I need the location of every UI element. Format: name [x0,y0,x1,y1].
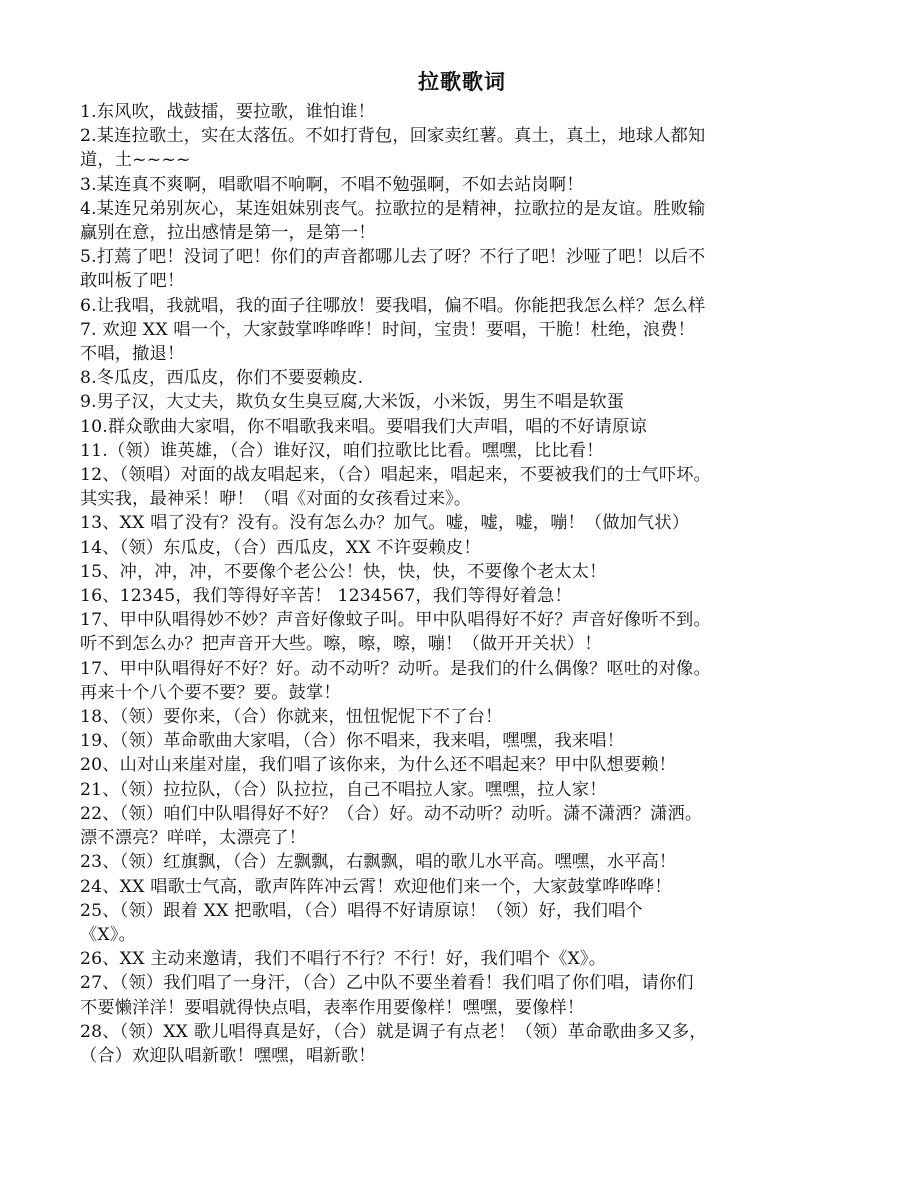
lyric-line: 其实我，最神采！咿！（唱《对面的女孩看过来》。 [80,489,472,510]
lyric-line: 5.打蔫了吧！没词了吧！你们的声音都哪儿去了呀？不行了吧！沙哑了吧！以后不 [80,247,706,268]
lyric-line: 6.让我唱，我就唱，我的面子往哪放！要我唱，偏不唱。你能把我怎么样？怎么样 [80,295,706,316]
lyric-line: 27、（领）我们唱了一身汗，（合）乙中队不要坐着看！我们唱了你们唱，请你们 [80,973,694,994]
lyric-line: 17、甲中队唱得妙不妙？声音好像蚊子叫。甲中队唱得好不好？声音好像听不到。 [80,610,711,631]
lyric-line: 25、（领）跟着 XX 把歌唱，（合）唱得不好请原谅！（领）好，我们唱个 [80,900,643,921]
lyric-line: （合）欢迎队唱新歌！嘿嘿，唱新歌！ [80,1045,376,1066]
lyric-line: 10.群众歌曲大家唱，你不唱歌我来唱。要唱我们大声唱，唱的不好请原谅 [80,416,647,437]
lyric-line: 1.东风吹，战鼓擂，要拉歌，谁怕谁！ [80,102,376,122]
lyric-line: 2.某连拉歌土，实在太落伍。不如打背包，回家卖红薯。真土，真土，地球人都知 [80,126,706,147]
document-title: 拉歌歌词 [418,69,506,94]
lyric-line: 敢叫板了吧！ [80,271,185,292]
lyric-line: 再来十个八个要不要？要。鼓掌！ [80,682,341,703]
lyric-line: 《X》。 [80,924,136,945]
lyric-line: 听不到怎么办？把声音开大些。嚓，嚓，嚓，嘣！（做开开关状）！ [80,634,602,655]
lyric-line: 12、（领唱）对面的战友唱起来，（合）唱起来，唱起来，不要被我们的士气吓坏。 [80,465,712,486]
lyric-line: 4.某连兄弟别灰心，某连姐妹别丧气。拉歌拉的是精神，拉歌拉的是友谊。胜败输 [80,198,706,219]
lyric-line: 14、（领）东瓜皮，（合）西瓜皮，XX 不许耍赖皮！ [80,537,481,558]
lyric-line: 11.（领）谁英雄，（合）谁好汉，咱们拉歌比比看。嘿嘿，比比看！ [80,440,604,461]
lyric-line: 20、山对山来崖对崖，我们唱了该你来，为什么还不唱起来？甲中队想要赖！ [80,755,677,776]
lyric-line: 不要懒洋洋！要唱就得快点唱，表率作用要像样！嘿嘿，要像样！ [80,997,585,1018]
lyric-line: 24、XX 唱歌士气高，歌声阵阵冲云霄！欢迎他们来一个，大家鼓掌哗哗哗！ [80,876,672,897]
lyrics-list [80,100,844,1068]
lyric-line: 18、（领）要你来，（合）你就来，忸忸怩怩下不了台！ [80,707,503,728]
lyric-line: 9.男子汉，大丈夫，欺负女生臭豆腐,大米饭，小米饭，男生不唱是软蛋 [80,392,625,413]
lyric-line: 8.冬瓜皮，西瓜皮，你们不要耍赖皮. [80,368,364,389]
lyric-line: 22、（领）咱们中队唱得好不好？（合）好。动不动听？动听。潇不潇洒？潇洒。 [80,803,703,824]
lyric-line: 13、XX 唱了没有？没有。没有怎么办？加气。嘘，嘘，嘘，嘣！（做加气状） [80,513,690,534]
lyric-line: 赢别在意，拉出感情是第一，是第一！ [80,223,376,244]
lyric-line: 漂不漂亮？咩咩，太漂亮了！ [80,828,307,849]
lyric-line: 19、（领）革命歌曲大家唱，（合）你不唱来，我来唱，嘿嘿，我来唱！ [80,731,625,752]
lyric-line: 15、冲，冲，冲，不要像个老公公！快，快，快，不要像个老太太！ [80,561,607,582]
lyric-line: 不唱，撤退！ [80,344,185,365]
lyric-line: 3.某连真不爽啊，唱歌唱不响啊，不唱不勉强啊，不如去站岗啊！ [80,174,584,195]
lyric-line: 道，土~~~~ [80,150,191,171]
lyric-line: 26、XX 主动来邀请，我们不唱行不行？不行！好，我们唱个《X》。 [80,949,607,970]
lyric-line: 7. 欢迎 XX 唱一个，大家鼓掌哗哗哗！时间，宝贵！要唱，干脆！杜绝，浪费！ [80,319,696,340]
lyric-line: 16、12345，我们等得好辛苦！ 1234567，我们等得好着急！ [80,586,572,607]
lyric-line: 17、甲中队唱得好不好？好。动不动听？动听。是我们的什么偶像？呕吐的对像。 [80,658,711,679]
lyric-line: 21、（领）拉拉队，（合）队拉拉，自己不唱拉人家。嘿嘿，拉人家！ [80,779,607,800]
lyric-line: 28、（领）XX 歌儿唱得真是好，（合）就是调子有点老！（领）革命歌曲多又多， [80,1021,707,1042]
lyric-line: 23、（领）红旗飘，（合）左飘飘，右飘飘，唱的歌儿水平高。嘿嘿，水平高！ [80,852,677,873]
